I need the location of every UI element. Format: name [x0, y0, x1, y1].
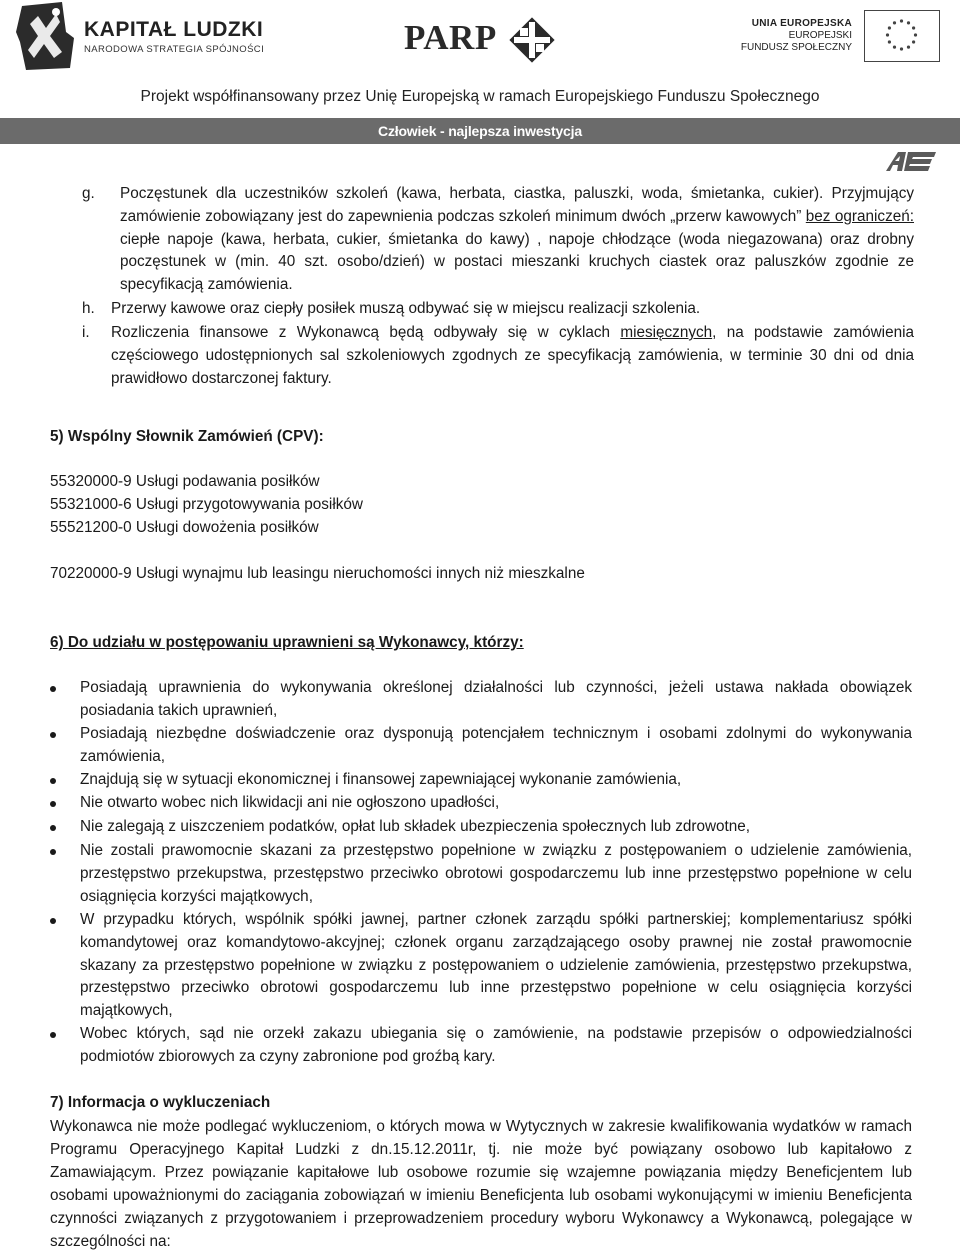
eu-efs-logo: [740, 10, 940, 66]
bullet-icon: [50, 778, 56, 784]
list-marker: g.: [82, 185, 95, 202]
bullet-icon: [50, 801, 56, 807]
eu-line-2: EUROPEJSKI: [788, 30, 852, 41]
bullet-icon: [50, 1032, 56, 1038]
list-text-underlined: bez ograniczeń:: [805, 207, 914, 225]
bullet-text: Nie zalegają z uiszczeniem podatków, opłat lub składek ubezpieczenia społecznych lub zdrowotne,: [80, 818, 751, 835]
list-item: [50, 677, 912, 723]
list-item: [50, 816, 912, 839]
slogan-text: Człowiek - najlepsza inwestycja: [378, 123, 582, 139]
bullet-icon: [50, 918, 56, 924]
section-7-paragraph: Wykonawca nie może podlegać wykluczeniom, o których mowa w Wytycznych w zakresie kwalifikowania wydatków w ramach Programu Operacyjnego Kapitał Ludzki z dn.15.12.2011r, tj. nie może być powiązany osobowo lub kapitałowo z Zamawiającym. Przez powiązanie kapitałowe lub osobowe rozumie się wzajemne powiązania między Beneficjentem lub osobami upoważnionymi do zaciągania zobowiązań w imieniu Beneficjenta lub osobami wykonującymi w imieniu Beneficjenta czynności związanych z przygotowaniem i przeprowadzeniem procedury wyboru Wykonawcy a Wykonawcą, polegające w szczególności na:: [50, 1118, 912, 1250]
cpv-code-4: 70220000-9 Usługi wynajmu lub leasingu nieruchomości innych niż mieszkalne: [50, 565, 585, 582]
list-item: [50, 723, 912, 769]
list-item-text: Przerwy kawowe oraz ciepły posiłek muszą odbywać się w miejscu realizacji szkolenia.: [111, 300, 701, 317]
list-item: [50, 769, 912, 792]
kapital-ludzki-subtitle: NARODOWA STRATEGIA SPÓJNOŚCI: [84, 44, 265, 55]
bullet-text: Nie otwarto wobec nich likwidacji ani nie ogłoszono upadłości,: [80, 794, 500, 811]
bullet-icon: [50, 825, 56, 831]
parp-diamond-icon: [506, 14, 558, 66]
eu-line-3: FUNDUSZ SPOŁECZNY: [740, 42, 852, 53]
list-text-part-1: Rozliczenia finansowe z Wykonawcą będą odbywały się w cyklach: [111, 324, 621, 341]
list-item-text: [120, 183, 914, 297]
bullet-icon: [50, 849, 56, 855]
bullet-text: Nie zostali prawomocnie skazani za przestępstwo popełnione w związku z postępowaniem o udzielenie zamówienia, przestępstwo przekupstwa, przestępstwo przeciwko obrotowi gospodarczemu lub inne przestępstwo popełnione w celu osiągnięcia korzyści majątkowych,: [80, 842, 912, 905]
list-item: [50, 1023, 912, 1069]
list-marker: h.: [82, 300, 95, 317]
list-item: [50, 792, 912, 815]
kapital-ludzki-emblem-icon: [16, 2, 78, 70]
eu-flag-icon: [864, 10, 940, 62]
section-5-heading: 5) Wspólny Słownik Zamówień (CPV):: [50, 428, 324, 445]
bullet-text: Posiadają uprawnienia do wykonywania określonej działalności lub czynności, jeżeli ustawa nakłada obowiązek posiadania takich uprawnień,: [80, 679, 912, 719]
list-item: [50, 909, 912, 1024]
parp-wordmark: PARP: [404, 18, 497, 57]
kapital-ludzki-logo: [16, 2, 266, 72]
project-cofinancing-line: Projekt współfinansowany przez Unię Europejską w ramach Europejskiego Funduszu Społecznego: [140, 88, 820, 105]
bullet-text: Posiadają niezbędne doświadczenie oraz dysponują potencjałem technicznym i osobami zdolnymi do wykonywania zamówienia,: [80, 725, 912, 765]
bullet-text: Znajdują się w sytuacji ekonomicznej i finansowej zapewniającej wykonanie zamówienia,: [80, 771, 682, 788]
list-item-h: [84, 298, 914, 321]
cpv-code-2: 55321000-6 Usługi przygotowywania posiłków: [50, 496, 363, 513]
ae-logo-icon: [884, 150, 938, 172]
section-6-heading: 6) Do udziału w postępowaniu uprawnieni są Wykonawcy, którzy:: [50, 634, 524, 651]
list-text-part-1: Poczęstunek dla uczestników szkoleń (kawa, herbata, ciastka, paluszki, woda, śmietanka, cukier). Przyjmujący zamówienie zobowiązany jest do zapewnienia podczas szkoleń minimum dwóch „przerw kawowych”: [120, 185, 914, 225]
cpv-code-3: 55521200-0 Usługi dowożenia posiłków: [50, 519, 319, 536]
list-text-part-2: ciepłe napoje (kawa, herbata, cukier, śmietanka do kawy) , napoje chłodzące (woda niegazowana) oraz drobny poczęstunek w (min. 40 szt. osobo/dzień) w postaci mieszanki kruchych ciastek oraz paluszków zgodnie ze specyfikacją zamówienia.: [120, 230, 914, 294]
list-text-part-2: , na podstawie zamówienia częściowego udostępnionych sal szkoleniowych zgodnych ze specyfikacją zamówienia, w terminie 30 dni od dnia prawidłowo dostarczonej faktury.: [111, 324, 915, 387]
section-7-heading: 7) Informacja o wykluczeniach: [50, 1094, 271, 1111]
list-marker: i.: [82, 324, 90, 341]
bullet-text: Wobec których, sąd nie orzekł zakazu ubiegania się o zamówienie, na podstawie przepisów o odpowiedzialności podmiotów zbiorowych za czyny zabronione pod groźbą kary.: [80, 1025, 912, 1065]
slogan-bar: [0, 118, 960, 144]
list-item-text: [111, 322, 914, 390]
list-text-underlined: miesięcznych: [620, 324, 713, 341]
bullet-text: W przypadku których, wspólnik spółki jawnej, partner członek zarządu spółki partnerskiej; komplementariusz spółki komandytowej oraz komandytowo-akcyjnej; członek organu zarządzającego osoby prawnej nie został prawomocnie skazany za przestępstwo popełnione w związku z postępowaniem o udzielenie zamówienia, przestępstwo przekupstwa, przestępstwo przeciwko obrotowi gospodarczemu lub inne przestępstwo popełnione w celu osiągnięcia korzyści majątkowych,: [80, 911, 912, 1020]
eu-text-block: [741, 18, 852, 54]
bullet-icon: [50, 686, 56, 692]
kapital-ludzki-title: KAPITAŁ LUDZKI: [84, 18, 264, 41]
cpv-code-1: 55320000-9 Usługi podawania posiłków: [50, 473, 320, 490]
bullet-icon: [50, 732, 56, 738]
parp-logo: [404, 14, 564, 64]
list-item: [50, 840, 912, 909]
eu-line-1: UNIA EUROPEJSKA: [751, 18, 852, 29]
eu-stars-icon: [865, 11, 938, 60]
page-header: [0, 0, 960, 145]
list-item-i: [84, 322, 914, 392]
